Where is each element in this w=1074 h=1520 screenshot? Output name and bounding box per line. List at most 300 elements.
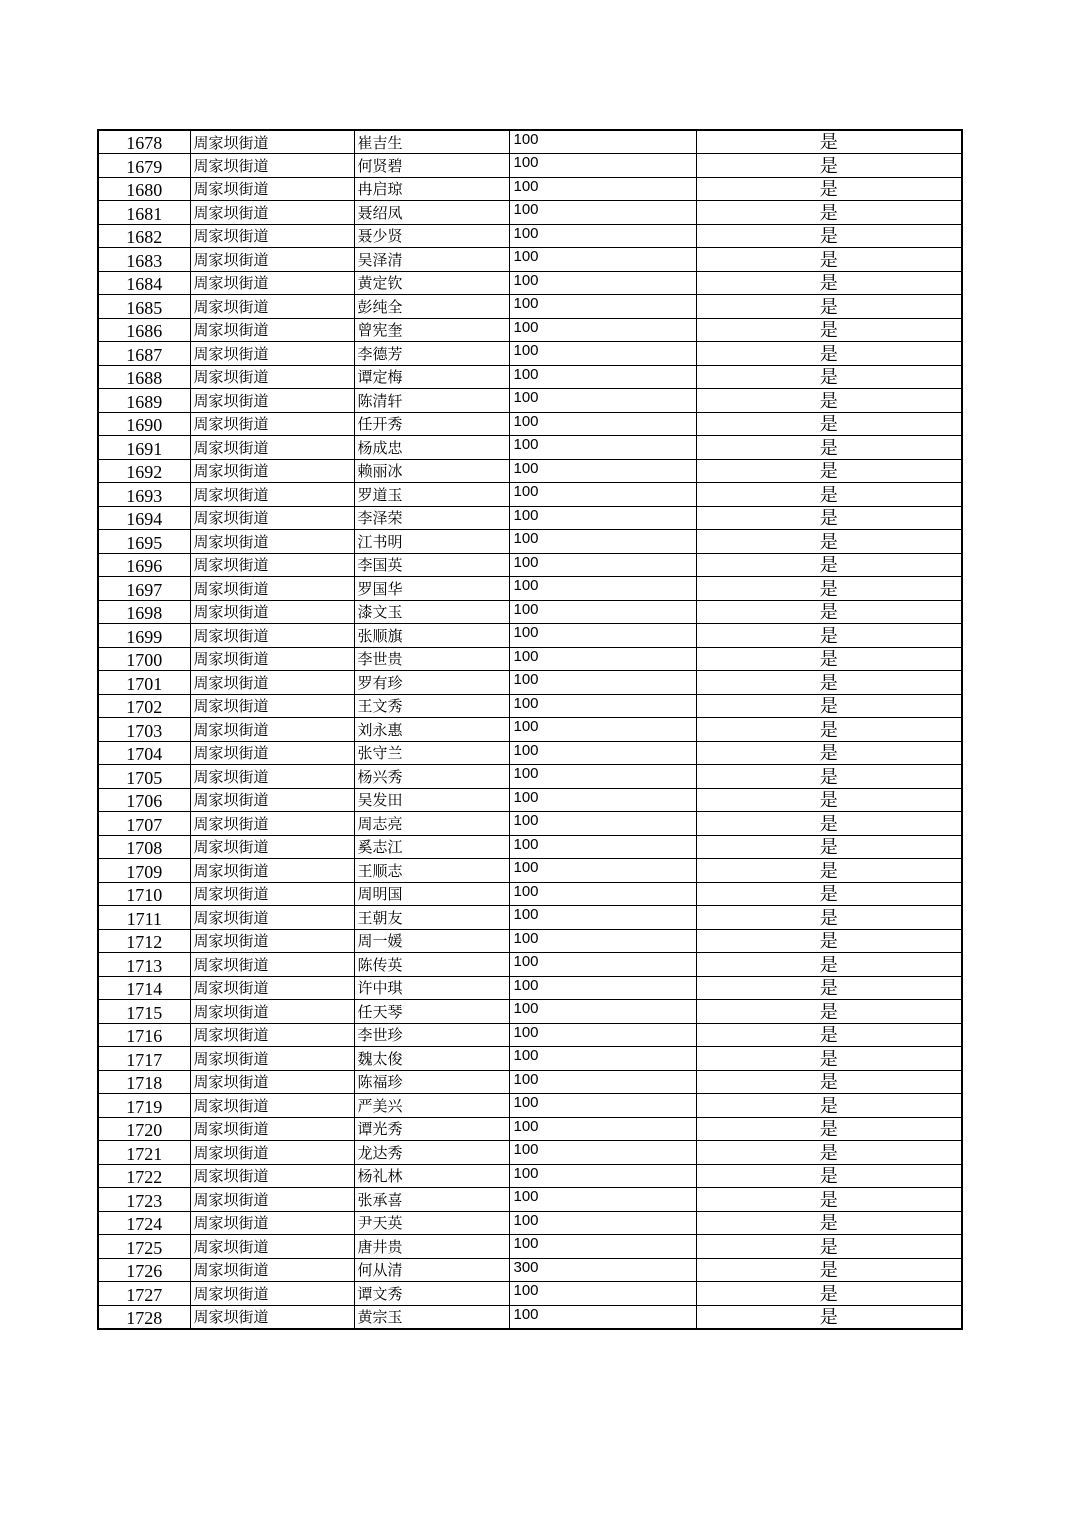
flag-cell: 是 (696, 1117, 962, 1141)
table-row (98, 976, 962, 1000)
area-cell: 周家坝街道 (190, 1235, 354, 1259)
amount-cell: 100 (509, 671, 696, 695)
flag-cell: 是 (696, 835, 962, 859)
person-name-cell: 杨成忠 (354, 436, 509, 460)
flag-cell: 是 (696, 812, 962, 836)
area-cell: 周家坝街道 (190, 953, 354, 977)
flag-cell: 是 (696, 718, 962, 742)
flag-cell: 是 (696, 459, 962, 483)
row-number-cell: 1707 (98, 812, 190, 836)
amount-cell: 100 (509, 1235, 696, 1259)
person-name-cell: 谭定梅 (354, 365, 509, 389)
amount-cell: 100 (509, 1023, 696, 1047)
table-body (98, 130, 962, 1329)
person-name-cell: 唐井贵 (354, 1235, 509, 1259)
person-name-cell: 王顺志 (354, 859, 509, 883)
flag-cell: 是 (696, 765, 962, 789)
amount-cell: 100 (509, 694, 696, 718)
table-row (98, 412, 962, 436)
row-number-cell: 1716 (98, 1023, 190, 1047)
flag-cell: 是 (696, 271, 962, 295)
area-cell: 周家坝街道 (190, 506, 354, 530)
flag-cell: 是 (696, 577, 962, 601)
area-cell: 周家坝街道 (190, 154, 354, 178)
area-cell: 周家坝街道 (190, 553, 354, 577)
person-name-cell: 严美兴 (354, 1094, 509, 1118)
flag-cell: 是 (696, 1141, 962, 1165)
person-name-cell: 任开秀 (354, 412, 509, 436)
table-row (98, 1047, 962, 1071)
flag-cell: 是 (696, 976, 962, 1000)
amount-cell: 100 (509, 553, 696, 577)
flag-cell: 是 (696, 788, 962, 812)
table-row (98, 224, 962, 248)
amount-cell: 100 (509, 1164, 696, 1188)
amount-cell: 100 (509, 1094, 696, 1118)
flag-cell: 是 (696, 694, 962, 718)
row-number-cell: 1727 (98, 1282, 190, 1306)
person-name-cell: 周志亮 (354, 812, 509, 836)
row-number-cell: 1720 (98, 1117, 190, 1141)
table-row (98, 882, 962, 906)
area-cell: 周家坝街道 (190, 741, 354, 765)
area-cell: 周家坝街道 (190, 647, 354, 671)
flag-cell: 是 (696, 624, 962, 648)
table-row (98, 459, 962, 483)
table-row (98, 788, 962, 812)
row-number-cell: 1685 (98, 295, 190, 319)
row-number-cell: 1702 (98, 694, 190, 718)
person-name-cell: 龙达秀 (354, 1141, 509, 1165)
table-row (98, 1235, 962, 1259)
amount-cell: 100 (509, 647, 696, 671)
row-number-cell: 1690 (98, 412, 190, 436)
amount-cell: 100 (509, 1117, 696, 1141)
table-row (98, 318, 962, 342)
row-number-cell: 1701 (98, 671, 190, 695)
row-number-cell: 1724 (98, 1211, 190, 1235)
row-number-cell: 1678 (98, 130, 190, 154)
flag-cell: 是 (696, 1000, 962, 1024)
amount-cell: 100 (509, 177, 696, 201)
area-cell: 周家坝街道 (190, 271, 354, 295)
area-cell: 周家坝街道 (190, 436, 354, 460)
row-number-cell: 1708 (98, 835, 190, 859)
flag-cell: 是 (696, 436, 962, 460)
amount-cell: 100 (509, 1211, 696, 1235)
row-number-cell: 1715 (98, 1000, 190, 1024)
area-cell: 周家坝街道 (190, 201, 354, 225)
flag-cell: 是 (696, 342, 962, 366)
table-row (98, 1141, 962, 1165)
flag-cell: 是 (696, 647, 962, 671)
row-number-cell: 1693 (98, 483, 190, 507)
amount-cell: 100 (509, 1141, 696, 1165)
amount-cell: 100 (509, 1047, 696, 1071)
amount-cell: 100 (509, 201, 696, 225)
table-row (98, 201, 962, 225)
amount-cell: 100 (509, 365, 696, 389)
row-number-cell: 1711 (98, 906, 190, 930)
flag-cell: 是 (696, 412, 962, 436)
table-row (98, 624, 962, 648)
flag-cell: 是 (696, 906, 962, 930)
person-name-cell: 罗道玉 (354, 483, 509, 507)
amount-cell: 100 (509, 389, 696, 413)
row-number-cell: 1723 (98, 1188, 190, 1212)
area-cell: 周家坝街道 (190, 130, 354, 154)
person-name-cell: 许中琪 (354, 976, 509, 1000)
amount-cell: 100 (509, 788, 696, 812)
flag-cell: 是 (696, 1023, 962, 1047)
amount-cell: 100 (509, 812, 696, 836)
table-row (98, 1282, 962, 1306)
table-row (98, 1023, 962, 1047)
row-number-cell: 1688 (98, 365, 190, 389)
amount-cell: 100 (509, 130, 696, 154)
table-row (98, 530, 962, 554)
person-name-cell: 赖丽冰 (354, 459, 509, 483)
person-name-cell: 江书明 (354, 530, 509, 554)
table-row (98, 671, 962, 695)
person-name-cell: 聂少贤 (354, 224, 509, 248)
flag-cell: 是 (696, 483, 962, 507)
row-number-cell: 1698 (98, 600, 190, 624)
amount-cell: 100 (509, 459, 696, 483)
person-name-cell: 冉启琼 (354, 177, 509, 201)
row-number-cell: 1704 (98, 741, 190, 765)
table-row (98, 1070, 962, 1094)
area-cell: 周家坝街道 (190, 788, 354, 812)
flag-cell: 是 (696, 365, 962, 389)
table-row (98, 1094, 962, 1118)
area-cell: 周家坝街道 (190, 812, 354, 836)
area-cell: 周家坝街道 (190, 1094, 354, 1118)
amount-cell: 100 (509, 1070, 696, 1094)
row-number-cell: 1722 (98, 1164, 190, 1188)
flag-cell: 是 (696, 224, 962, 248)
area-cell: 周家坝街道 (190, 1211, 354, 1235)
flag-cell: 是 (696, 741, 962, 765)
row-number-cell: 1725 (98, 1235, 190, 1259)
row-number-cell: 1680 (98, 177, 190, 201)
amount-cell: 100 (509, 577, 696, 601)
flag-cell: 是 (696, 1188, 962, 1212)
amount-cell: 100 (509, 483, 696, 507)
row-number-cell: 1683 (98, 248, 190, 272)
table-row (98, 647, 962, 671)
area-cell: 周家坝街道 (190, 694, 354, 718)
table-row (98, 295, 962, 319)
person-name-cell: 陈福珍 (354, 1070, 509, 1094)
table-row (98, 812, 962, 836)
area-cell: 周家坝街道 (190, 1188, 354, 1212)
amount-cell: 100 (509, 342, 696, 366)
flag-cell: 是 (696, 671, 962, 695)
flag-cell: 是 (696, 248, 962, 272)
area-cell: 周家坝街道 (190, 577, 354, 601)
area-cell: 周家坝街道 (190, 1164, 354, 1188)
flag-cell: 是 (696, 600, 962, 624)
area-cell: 周家坝街道 (190, 459, 354, 483)
amount-cell: 100 (509, 741, 696, 765)
data-table (97, 129, 963, 1330)
row-number-cell: 1705 (98, 765, 190, 789)
person-name-cell: 崔吉生 (354, 130, 509, 154)
row-number-cell: 1696 (98, 553, 190, 577)
table-row (98, 365, 962, 389)
person-name-cell: 奚志江 (354, 835, 509, 859)
person-name-cell: 吴发田 (354, 788, 509, 812)
amount-cell: 100 (509, 436, 696, 460)
person-name-cell: 尹天英 (354, 1211, 509, 1235)
flag-cell: 是 (696, 1164, 962, 1188)
amount-cell: 100 (509, 1188, 696, 1212)
row-number-cell: 1706 (98, 788, 190, 812)
table-row (98, 271, 962, 295)
area-cell: 周家坝街道 (190, 224, 354, 248)
area-cell: 周家坝街道 (190, 929, 354, 953)
area-cell: 周家坝街道 (190, 1258, 354, 1282)
area-cell: 周家坝街道 (190, 1000, 354, 1024)
table-row (98, 154, 962, 178)
person-name-cell: 陈传英 (354, 953, 509, 977)
amount-cell: 100 (509, 835, 696, 859)
person-name-cell: 李泽荣 (354, 506, 509, 530)
amount-cell: 100 (509, 765, 696, 789)
table-row (98, 389, 962, 413)
person-name-cell: 杨兴秀 (354, 765, 509, 789)
person-name-cell: 张承喜 (354, 1188, 509, 1212)
person-name-cell: 周明国 (354, 882, 509, 906)
person-name-cell: 罗国华 (354, 577, 509, 601)
row-number-cell: 1679 (98, 154, 190, 178)
area-cell: 周家坝街道 (190, 177, 354, 201)
table-row (98, 1000, 962, 1024)
person-name-cell: 谭光秀 (354, 1117, 509, 1141)
person-name-cell: 谭文秀 (354, 1282, 509, 1306)
table-row (98, 835, 962, 859)
amount-cell: 100 (509, 295, 696, 319)
person-name-cell: 刘永惠 (354, 718, 509, 742)
person-name-cell: 李世珍 (354, 1023, 509, 1047)
row-number-cell: 1686 (98, 318, 190, 342)
table-row (98, 248, 962, 272)
table-row (98, 859, 962, 883)
area-cell: 周家坝街道 (190, 718, 354, 742)
amount-cell: 100 (509, 976, 696, 1000)
row-number-cell: 1721 (98, 1141, 190, 1165)
row-number-cell: 1695 (98, 530, 190, 554)
area-cell: 周家坝街道 (190, 483, 354, 507)
flag-cell: 是 (696, 882, 962, 906)
row-number-cell: 1717 (98, 1047, 190, 1071)
amount-cell: 100 (509, 224, 696, 248)
person-name-cell: 王朝友 (354, 906, 509, 930)
area-cell: 周家坝街道 (190, 1023, 354, 1047)
flag-cell: 是 (696, 318, 962, 342)
area-cell: 周家坝街道 (190, 342, 354, 366)
flag-cell: 是 (696, 1258, 962, 1282)
amount-cell: 100 (509, 154, 696, 178)
area-cell: 周家坝街道 (190, 530, 354, 554)
amount-cell: 100 (509, 412, 696, 436)
area-cell: 周家坝街道 (190, 600, 354, 624)
area-cell: 周家坝街道 (190, 1305, 354, 1329)
row-number-cell: 1684 (98, 271, 190, 295)
flag-cell: 是 (696, 859, 962, 883)
area-cell: 周家坝街道 (190, 389, 354, 413)
area-cell: 周家坝街道 (190, 882, 354, 906)
table-row (98, 600, 962, 624)
person-name-cell: 魏太俊 (354, 1047, 509, 1071)
person-name-cell: 张守兰 (354, 741, 509, 765)
area-cell: 周家坝街道 (190, 1047, 354, 1071)
amount-cell: 100 (509, 859, 696, 883)
person-name-cell: 陈清轩 (354, 389, 509, 413)
table-row (98, 577, 962, 601)
table-row (98, 1305, 962, 1329)
flag-cell: 是 (696, 389, 962, 413)
table-row (98, 342, 962, 366)
row-number-cell: 1700 (98, 647, 190, 671)
amount-cell: 100 (509, 506, 696, 530)
amount-cell: 100 (509, 953, 696, 977)
table-row (98, 929, 962, 953)
table-row (98, 177, 962, 201)
person-name-cell: 何从清 (354, 1258, 509, 1282)
person-name-cell: 聂绍凤 (354, 201, 509, 225)
person-name-cell: 罗有珍 (354, 671, 509, 695)
flag-cell: 是 (696, 1047, 962, 1071)
area-cell: 周家坝街道 (190, 1141, 354, 1165)
row-number-cell: 1699 (98, 624, 190, 648)
amount-cell: 100 (509, 624, 696, 648)
amount-cell: 100 (509, 906, 696, 930)
row-number-cell: 1697 (98, 577, 190, 601)
table-row (98, 506, 962, 530)
row-number-cell: 1689 (98, 389, 190, 413)
area-cell: 周家坝街道 (190, 976, 354, 1000)
flag-cell: 是 (696, 1094, 962, 1118)
amount-cell: 100 (509, 530, 696, 554)
area-cell: 周家坝街道 (190, 859, 354, 883)
area-cell: 周家坝街道 (190, 365, 354, 389)
row-number-cell: 1726 (98, 1258, 190, 1282)
row-number-cell: 1692 (98, 459, 190, 483)
row-number-cell: 1694 (98, 506, 190, 530)
area-cell: 周家坝街道 (190, 1282, 354, 1306)
area-cell: 周家坝街道 (190, 835, 354, 859)
row-number-cell: 1687 (98, 342, 190, 366)
table-row (98, 1188, 962, 1212)
flag-cell: 是 (696, 1235, 962, 1259)
amount-cell: 100 (509, 1000, 696, 1024)
row-number-cell: 1709 (98, 859, 190, 883)
person-name-cell: 李德芳 (354, 342, 509, 366)
row-number-cell: 1691 (98, 436, 190, 460)
area-cell: 周家坝街道 (190, 624, 354, 648)
flag-cell: 是 (696, 1070, 962, 1094)
row-number-cell: 1718 (98, 1070, 190, 1094)
flag-cell: 是 (696, 1282, 962, 1306)
flag-cell: 是 (696, 929, 962, 953)
flag-cell: 是 (696, 530, 962, 554)
table-row (98, 718, 962, 742)
table-row (98, 741, 962, 765)
table-row (98, 765, 962, 789)
table-row (98, 1117, 962, 1141)
amount-cell: 100 (509, 1282, 696, 1306)
amount-cell: 100 (509, 882, 696, 906)
person-name-cell: 彭纯全 (354, 295, 509, 319)
flag-cell: 是 (696, 506, 962, 530)
flag-cell: 是 (696, 130, 962, 154)
flag-cell: 是 (696, 553, 962, 577)
flag-cell: 是 (696, 1211, 962, 1235)
table-row (98, 483, 962, 507)
person-name-cell: 周一媛 (354, 929, 509, 953)
area-cell: 周家坝街道 (190, 318, 354, 342)
area-cell: 周家坝街道 (190, 248, 354, 272)
area-cell: 周家坝街道 (190, 1117, 354, 1141)
amount-cell: 100 (509, 248, 696, 272)
row-number-cell: 1728 (98, 1305, 190, 1329)
table-row (98, 1258, 962, 1282)
area-cell: 周家坝街道 (190, 1070, 354, 1094)
area-cell: 周家坝街道 (190, 295, 354, 319)
area-cell: 周家坝街道 (190, 906, 354, 930)
table-row (98, 694, 962, 718)
person-name-cell: 吴泽清 (354, 248, 509, 272)
flag-cell: 是 (696, 177, 962, 201)
row-number-cell: 1710 (98, 882, 190, 906)
person-name-cell: 曾宪奎 (354, 318, 509, 342)
table-row (98, 1211, 962, 1235)
person-name-cell: 任天琴 (354, 1000, 509, 1024)
row-number-cell: 1703 (98, 718, 190, 742)
person-name-cell: 何贤碧 (354, 154, 509, 178)
person-name-cell: 黄宗玉 (354, 1305, 509, 1329)
flag-cell: 是 (696, 1305, 962, 1329)
amount-cell: 100 (509, 318, 696, 342)
person-name-cell: 漆文玉 (354, 600, 509, 624)
person-name-cell: 杨礼林 (354, 1164, 509, 1188)
amount-cell: 100 (509, 271, 696, 295)
person-name-cell: 李国英 (354, 553, 509, 577)
person-name-cell: 王文秀 (354, 694, 509, 718)
person-name-cell: 张顺旗 (354, 624, 509, 648)
row-number-cell: 1713 (98, 953, 190, 977)
amount-cell: 100 (509, 1305, 696, 1329)
area-cell: 周家坝街道 (190, 765, 354, 789)
amount-cell: 100 (509, 718, 696, 742)
area-cell: 周家坝街道 (190, 412, 354, 436)
row-number-cell: 1719 (98, 1094, 190, 1118)
table-row (98, 130, 962, 154)
row-number-cell: 1714 (98, 976, 190, 1000)
row-number-cell: 1681 (98, 201, 190, 225)
person-name-cell: 李世贵 (354, 647, 509, 671)
amount-cell: 300 (509, 1258, 696, 1282)
flag-cell: 是 (696, 295, 962, 319)
person-name-cell: 黄定钦 (354, 271, 509, 295)
flag-cell: 是 (696, 953, 962, 977)
table-row (98, 1164, 962, 1188)
table-row (98, 953, 962, 977)
amount-cell: 100 (509, 600, 696, 624)
area-cell: 周家坝街道 (190, 671, 354, 695)
